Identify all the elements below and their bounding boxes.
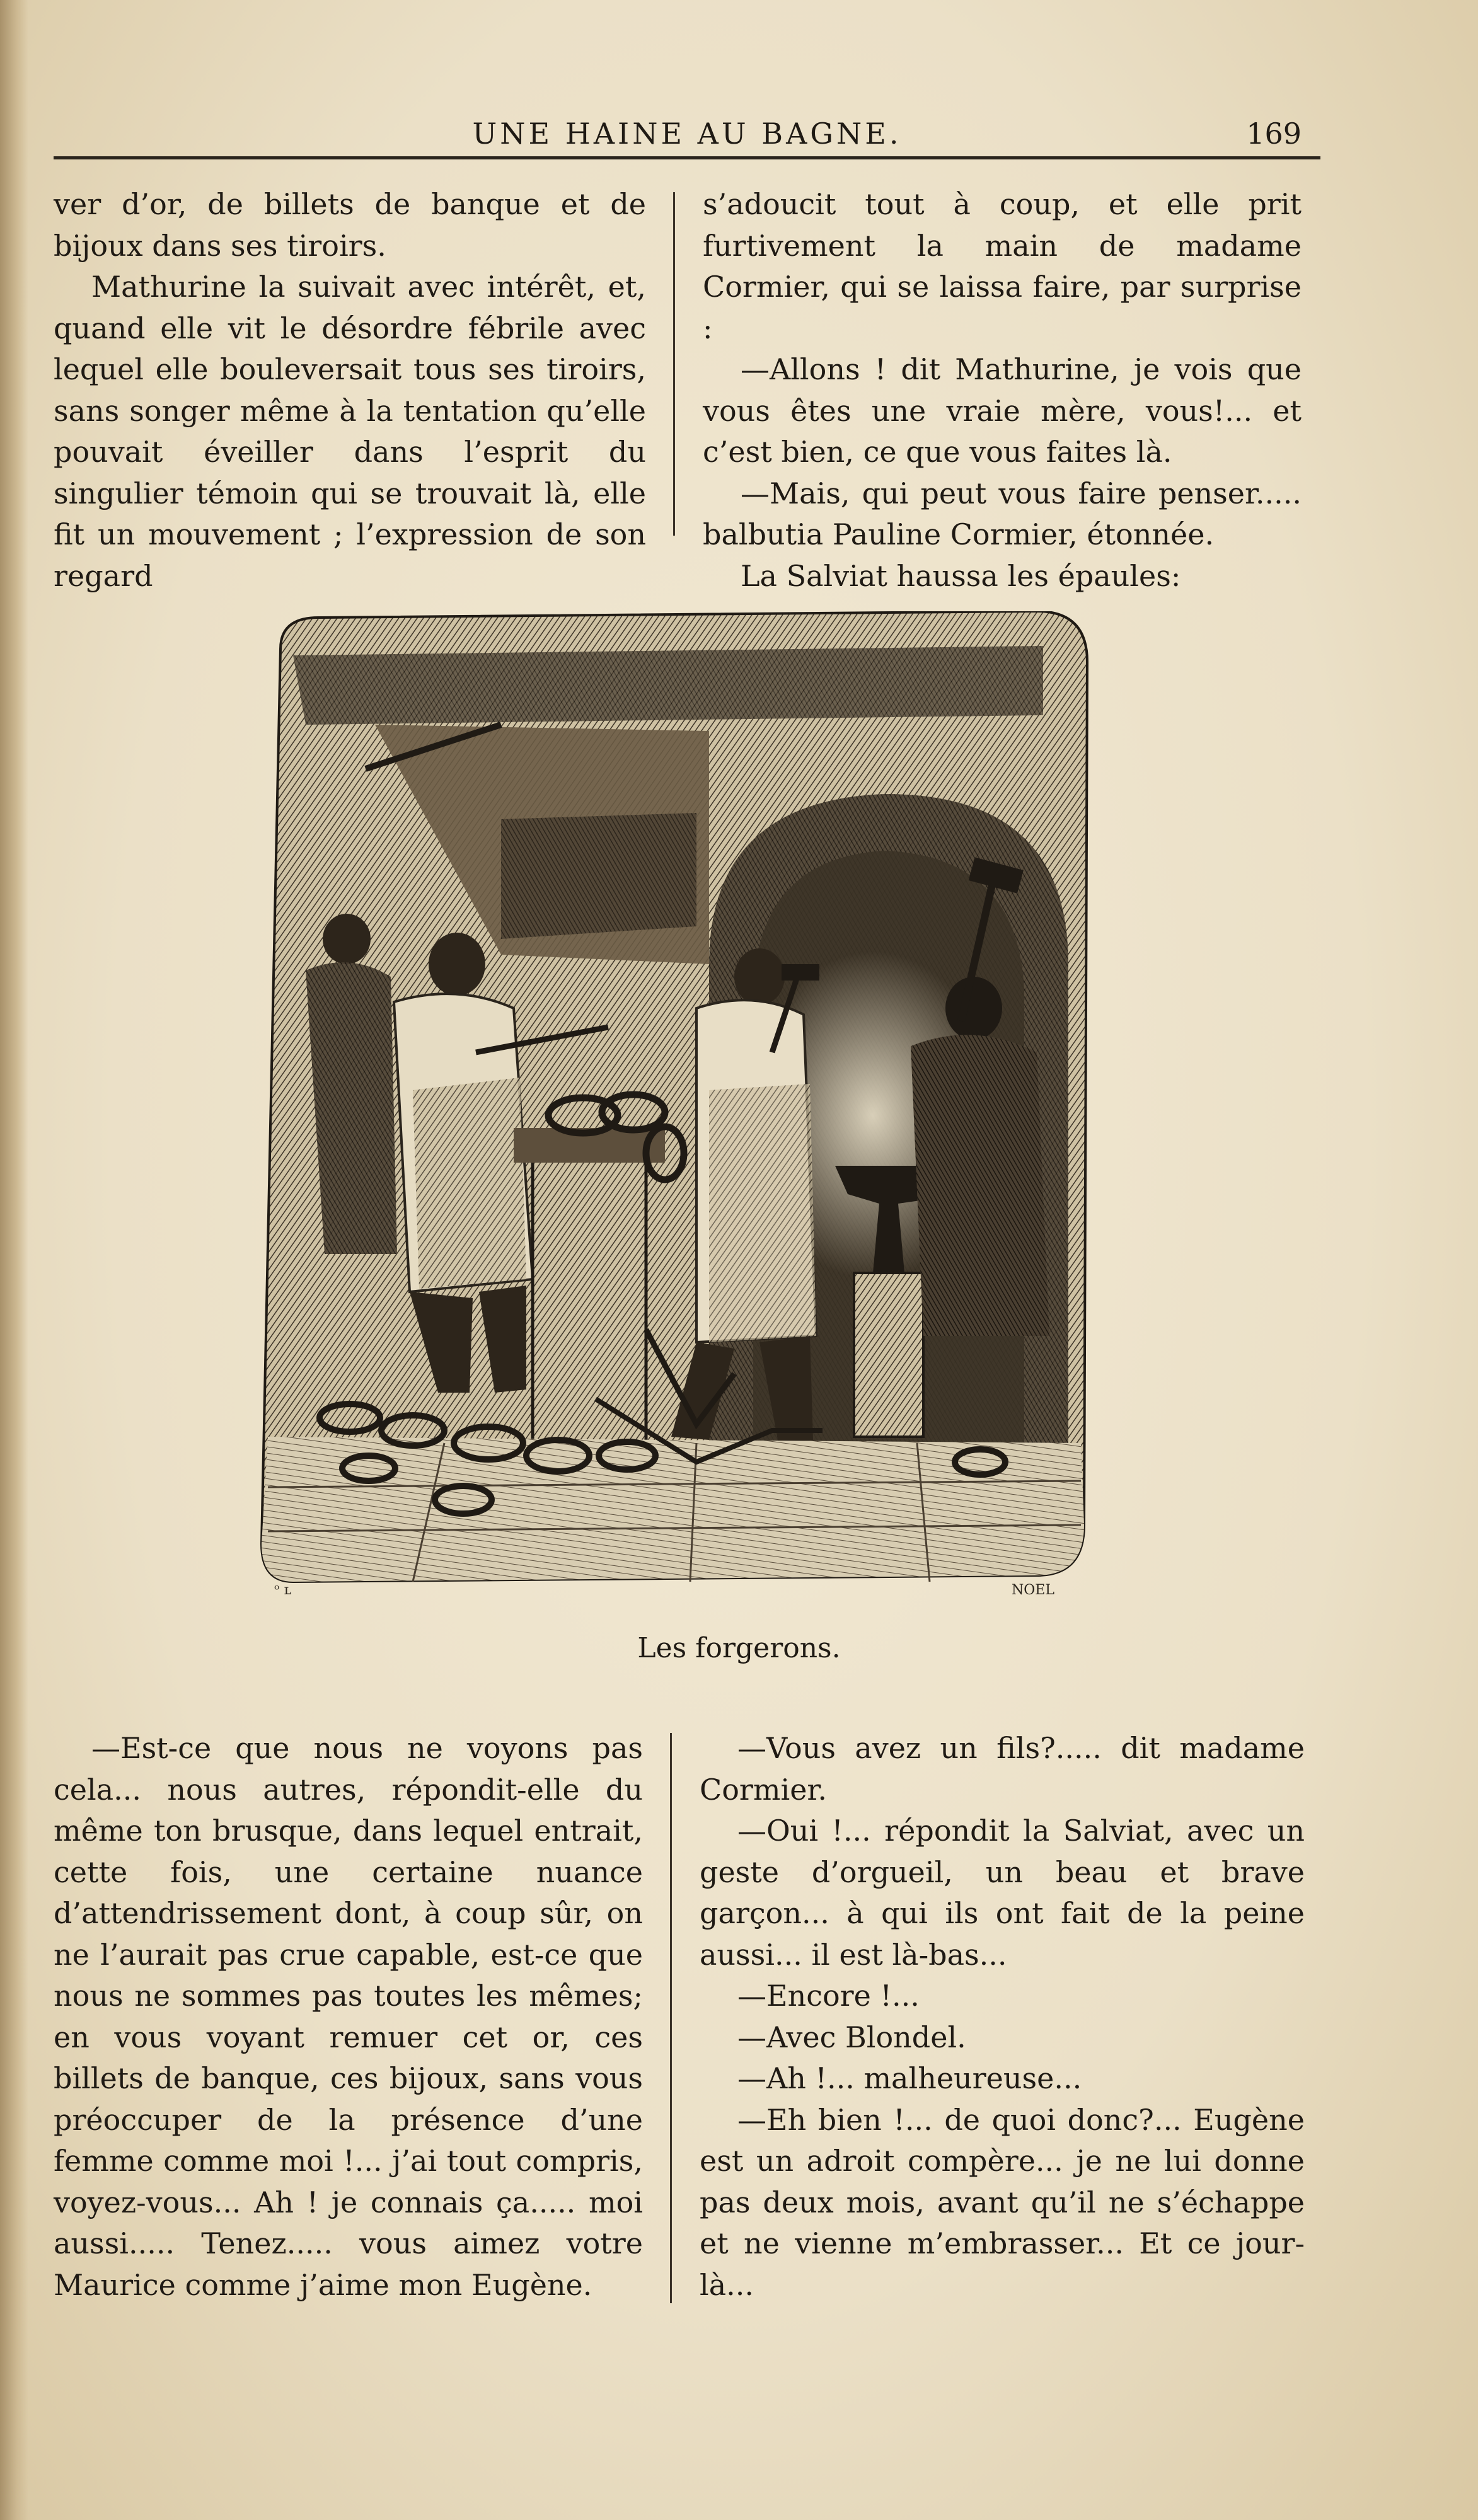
- column-divider: [673, 192, 675, 536]
- paragraph: —Eh bien !... de quoi donc?... Eugène est un adroit compère... je ne lui donne pas deux mois, avant qu’il ne s’échappe et ne vienne m’embrasser... Et ce jour-là...: [700, 2102, 1305, 2302]
- paragraph: s’adoucit tout à coup, et elle prit furtivement la main de madame Cormier, qui se laissa faire, par surprise :: [703, 187, 1302, 345]
- column-top-left: [54, 184, 646, 597]
- paragraph: ver d’or, de billets de banque et de bijoux dans ses tiroirs.: [54, 187, 646, 263]
- header-rule: [54, 156, 1320, 159]
- paragraph: —Avec Blondel.: [737, 2020, 966, 2054]
- paragraph: —Est-ce que nous ne voyons pas cela... nous autres, répondit-elle du même ton brusque, dans lequel entrait, cette fois, une certaine nuance d’attendrissement dont, à coup sûr, on ne l’aurait pas crue capable, est-ce que nous ne sommes pas toutes les mêmes; en vous voyant remuer cet or, ces billets de banque, ces bijoux, sans vous préoccuper de la présence d’une femme comme moi !... j’ai tout compris, voyez-vous... Ah ! je connais ça..... moi aussi..... Tenez..... vous aimez votre Maurice comme j’aime mon Eugène.: [54, 1731, 643, 2302]
- paragraph: La Salviat haussa les épaules:: [741, 558, 1181, 593]
- svg-text:ᵒ ʟ: ᵒ ʟ: [274, 1582, 292, 1598]
- column-divider: [670, 1733, 672, 2303]
- paragraph: —Oui !... répondit la Salviat, avec un geste d’orgueil, un beau et brave garçon... à qui ils ont fait de la peine aussi... il est là-bas...: [700, 1814, 1305, 1972]
- column-bottom-left: [54, 1728, 643, 2306]
- engraving-blacksmiths: [255, 611, 1094, 1601]
- paragraph: —Ah !... malheureuse...: [737, 2061, 1082, 2095]
- column-top-right: [703, 184, 1302, 597]
- svg-text:NOEL: NOEL: [1012, 1582, 1054, 1598]
- running-header: [54, 117, 1320, 161]
- paragraph: Mathurine la suivait avec intérêt, et, quand elle vit le désordre fébrile avec lequel elle bouleversait tous ses tiroirs, sans songer même à la tentation qu’elle pouvait éveiller dans l’esprit du singulier témoin qui se trouvait là, elle fit un mouvement ; l’expression de son regard: [54, 270, 646, 593]
- paragraph: —Allons ! dit Mathurine, je vois que vous êtes une vraie mère, vous!... et c’est bien, ce que vous faites là.: [703, 352, 1302, 469]
- paragraph: —Mais, qui peut vous faire penser..... balbutia Pauline Cormier, étonnée.: [703, 476, 1302, 551]
- illustration-caption: Les forgerons.: [637, 1632, 841, 1664]
- running-title: UNE HAINE AU BAGNE.: [472, 117, 902, 151]
- paragraph: —Vous avez un fils?..... dit madame Cormier.: [700, 1731, 1305, 1807]
- page-number: 169: [1246, 117, 1302, 151]
- column-bottom-right: [700, 1728, 1305, 2306]
- paragraph: —Encore !...: [737, 1979, 920, 2013]
- page-edge-shadow: [0, 0, 28, 2520]
